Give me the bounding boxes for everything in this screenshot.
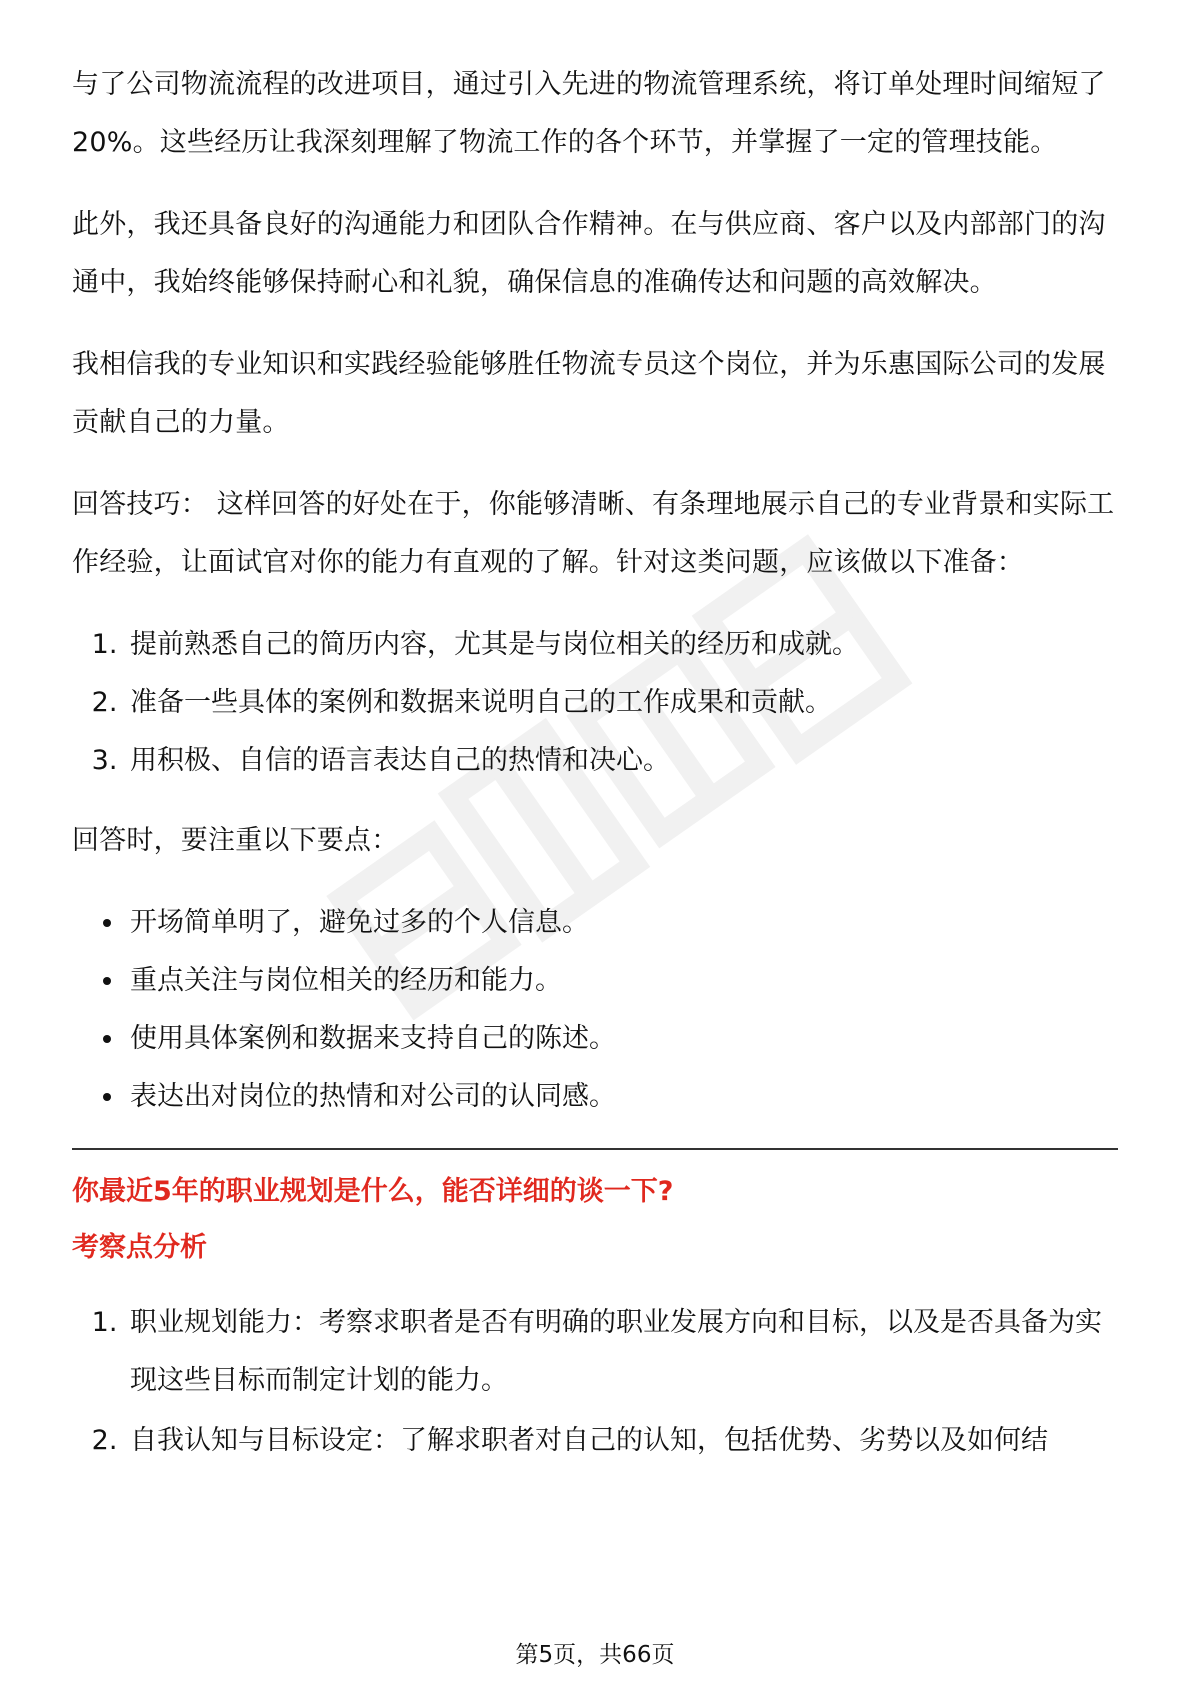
analysis-list [72, 1294, 1118, 1470]
list-item: 1. 提前熟悉自己的简历内容，尤其是与岗位相关的经历和成就。 [126, 616, 1118, 674]
key-points-list [72, 894, 1118, 1126]
list-item: 2. 准备一些具体的案例和数据来说明自己的工作成果和贡献。 [126, 674, 1118, 732]
list-item: 2. 自我认知与目标设定：了解求职者对自己的认知，包括优势、劣势以及如何结 [126, 1412, 1118, 1470]
section-divider [72, 1148, 1118, 1150]
paragraph-confidence: 我相信我的专业知识和实践经验能够胜任物流专员这个岗位，并为乐惠国际公司的发展贡献自己的力量。 [72, 349, 1106, 438]
list-item: • 表达出对岗位的热情和对公司的认同感。 [126, 1068, 1118, 1126]
paragraph-experience: 与了公司物流流程的改进项目，通过引入先进的物流管理系统，将订单处理时间缩短了20%。这些经历让我深刻理解了物流工作的各个环节，并掌握了一定的管理技能。 [72, 69, 1106, 158]
points-intro: 回答时，要注重以下要点： [72, 825, 399, 856]
list-item: • 重点关注与岗位相关的经历和能力。 [126, 952, 1118, 1010]
list-item: • 使用具体案例和数据来支持自己的陈述。 [126, 1010, 1118, 1068]
list-item: • 开场简单明了，避免过多的个人信息。 [126, 894, 1118, 952]
document-page [72, 56, 1118, 1472]
page-footer: 第5页，共66页 [515, 1642, 675, 1668]
question-title: 你最近5年的职业规划是什么，能否详细的谈一下? [72, 1176, 674, 1207]
paragraph-answer-tips: 回答技巧： 这样回答的好处在于，你能够清晰、有条理地展示自己的专业背景和实际工作经验，让面试官对你的能力有直观的了解。针对这类问题，应该做以下准备： [72, 489, 1115, 578]
list-item: 3. 用积极、自信的语言表达自己的热情和决心。 [126, 732, 1118, 790]
preparation-list [72, 616, 1118, 790]
list-item: 1. 职业规划能力：考察求职者是否有明确的职业发展方向和目标，以及是否具备为实现这些目标而制定计划的能力。 [126, 1294, 1118, 1410]
analysis-heading: 考察点分析 [72, 1232, 207, 1263]
paragraph-communication: 此外，我还具备良好的沟通能力和团队合作精神。在与供应商、客户以及内部部门的沟通中，我始终能够保持耐心和礼貌，确保信息的准确传达和问题的高效解决。 [72, 209, 1106, 298]
